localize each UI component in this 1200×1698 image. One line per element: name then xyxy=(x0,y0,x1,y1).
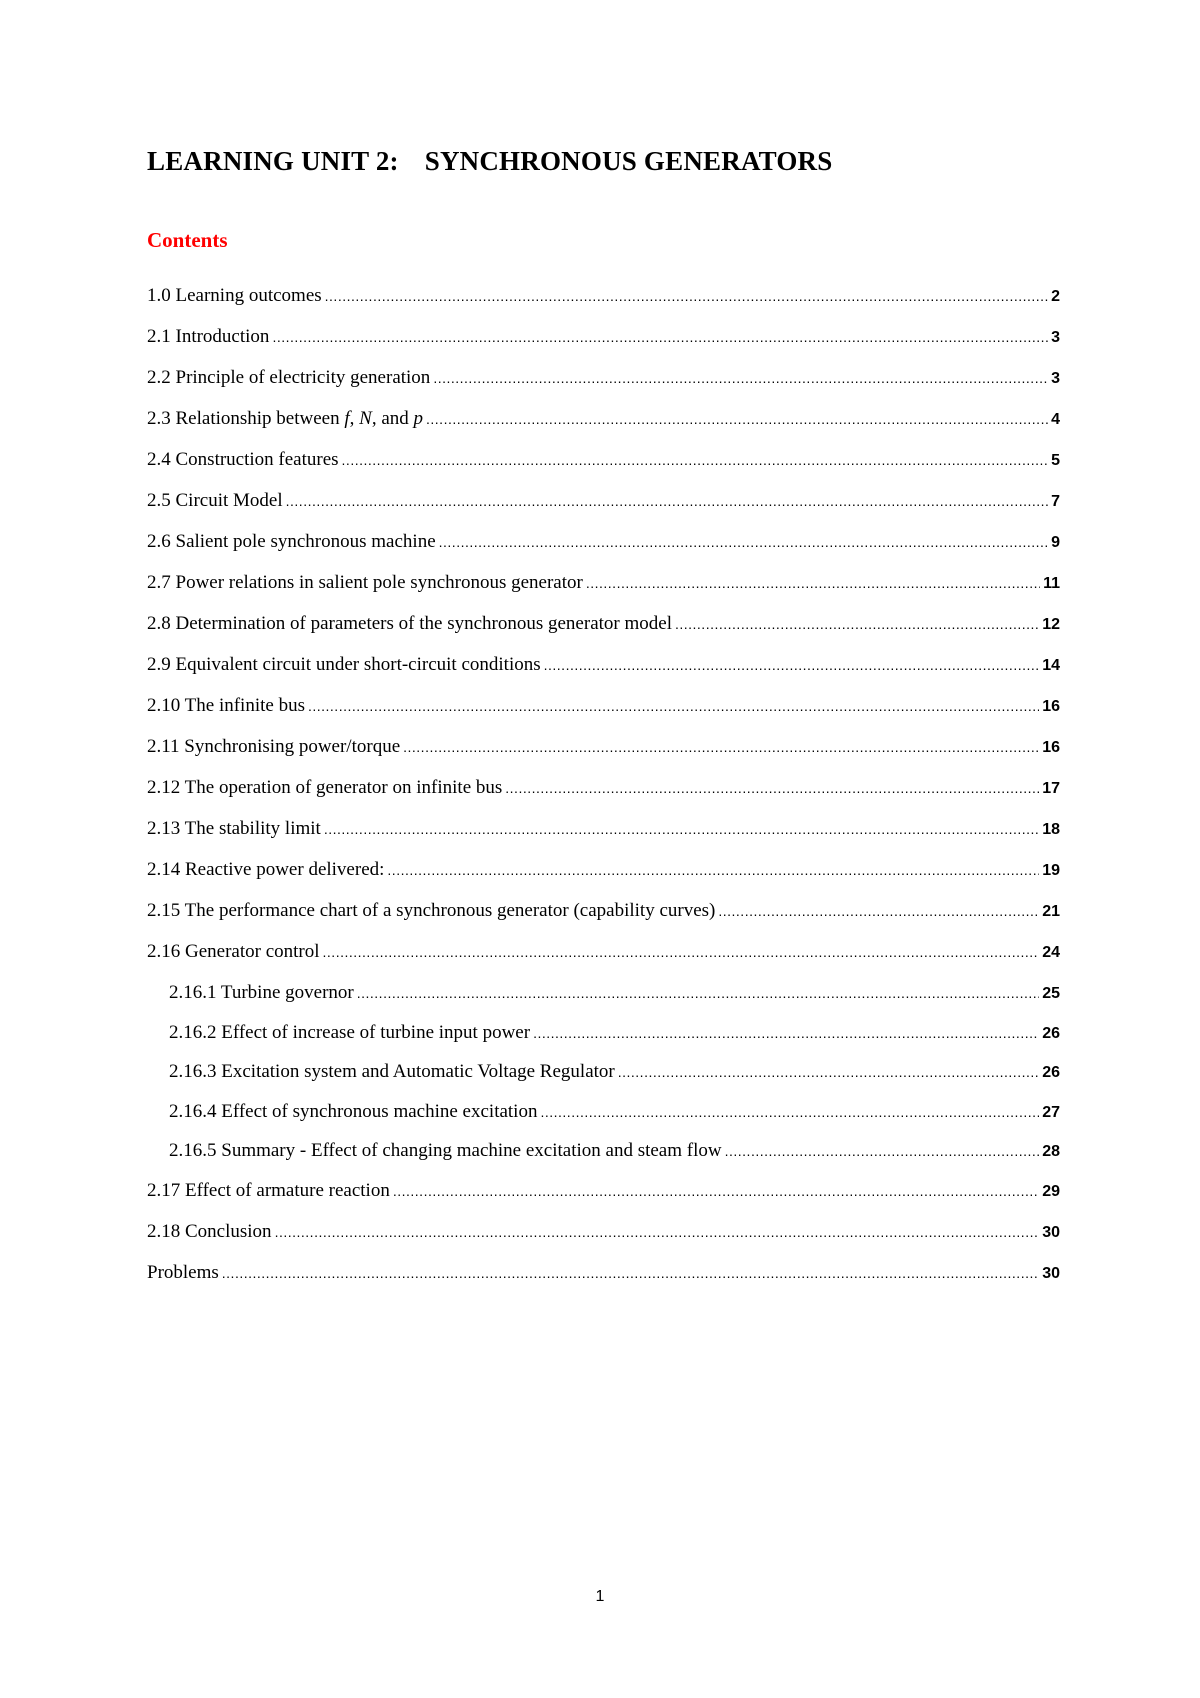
toc-entry-page[interactable]: 25 xyxy=(1042,985,1060,1002)
toc-entry-page[interactable]: 28 xyxy=(1042,1143,1060,1160)
toc-entry-title[interactable]: 2.16.5 Summary - Effect of changing machine excitation and steam flow xyxy=(169,1140,722,1161)
toc-entry-title[interactable]: 2.4 Construction features xyxy=(147,449,339,470)
toc-entry-title[interactable]: 2.17 Effect of armature reaction xyxy=(147,1179,390,1201)
toc-entry-title[interactable]: 2.5 Circuit Model xyxy=(147,490,283,511)
toc-entry-title[interactable]: 2.9 Equivalent circuit under short-circuit conditions xyxy=(147,654,541,675)
variable-n: N xyxy=(359,408,372,429)
toc-entry-page[interactable]: 3 xyxy=(1051,370,1060,387)
toc-entry-2-9[interactable] xyxy=(147,653,1060,694)
toc-entry-title[interactable] xyxy=(147,407,423,431)
toc-entry-2-16-2[interactable] xyxy=(147,1021,1060,1061)
toc-entry-title[interactable]: 2.18 Conclusion xyxy=(147,1220,272,1242)
toc-entry-page[interactable]: 12 xyxy=(1042,616,1060,633)
toc-entry-title[interactable]: 2.1 Introduction xyxy=(147,326,270,347)
toc-entry-2-2[interactable] xyxy=(147,366,1060,407)
toc-entry-title[interactable]: 2.16.1 Turbine governor xyxy=(169,982,354,1003)
toc-entry-2-16-1[interactable] xyxy=(147,981,1060,1021)
toc-leader-dots xyxy=(286,489,1048,513)
toc-leader-dots xyxy=(272,325,1048,349)
toc-entry-title[interactable]: 2.15 The performance chart of a synchronous generator (capability curves) xyxy=(147,900,716,921)
toc-entry-2-16-4[interactable] xyxy=(147,1100,1060,1140)
toc-entry-2-16-3[interactable] xyxy=(147,1060,1060,1100)
toc-entry-2-3[interactable] xyxy=(147,407,1060,448)
toc-entry-2-4[interactable] xyxy=(147,448,1060,489)
toc-entry-2-18[interactable] xyxy=(147,1220,1060,1261)
toc-entry-2-16[interactable] xyxy=(147,940,1060,981)
toc-entry-2-15[interactable] xyxy=(147,899,1060,940)
toc-entry-page[interactable]: 14 xyxy=(1042,657,1060,674)
toc-leader-dots xyxy=(387,858,1039,882)
toc-entry-page[interactable]: 29 xyxy=(1042,1182,1060,1200)
toc-entry-title[interactable]: 2.16.3 Excitation system and Automatic Voltage Regulator xyxy=(169,1061,615,1082)
toc-leader-dots xyxy=(325,284,1048,308)
toc-entry-title[interactable]: 2.16.2 Effect of increase of turbine input power xyxy=(169,1021,531,1043)
toc-entry-page[interactable]: 24 xyxy=(1042,944,1060,961)
toc-entry-2-8[interactable] xyxy=(147,612,1060,653)
toc-entry-title[interactable]: 2.12 The operation of generator on infinite bus xyxy=(147,777,503,798)
toc-entry-title[interactable]: 2.2 Principle of electricity generation xyxy=(147,367,431,388)
table-of-contents xyxy=(147,284,1060,1302)
toc-entry-page[interactable]: 26 xyxy=(1042,1024,1060,1042)
toc-entry-problems[interactable] xyxy=(147,1261,1060,1302)
toc-leader-dots xyxy=(439,530,1048,554)
toc-leader-dots xyxy=(533,1021,1039,1045)
toc-entry-page[interactable]: 18 xyxy=(1042,821,1060,838)
toc-leader-dots xyxy=(357,981,1039,1005)
toc-leader-dots xyxy=(222,1261,1039,1285)
toc-entry-title[interactable]: 2.16.4 Effect of synchronous machine excitation xyxy=(169,1100,538,1122)
toc-leader-dots xyxy=(308,694,1039,718)
toc-entry-page[interactable]: 3 xyxy=(1051,329,1060,346)
toc-leader-dots xyxy=(426,407,1048,431)
toc-entry-page[interactable]: 26 xyxy=(1042,1064,1060,1081)
toc-leader-dots xyxy=(718,899,1039,923)
toc-entry-title[interactable]: 2.6 Salient pole synchronous machine xyxy=(147,531,436,552)
toc-entry-title[interactable]: 2.13 The stability limit xyxy=(147,818,321,839)
toc-title-prefix: 2.3 Relationship between xyxy=(147,408,345,429)
unit-title xyxy=(147,146,832,177)
toc-entry-page[interactable]: 27 xyxy=(1042,1103,1060,1121)
variable-p: p xyxy=(413,408,424,429)
toc-entry-2-13[interactable] xyxy=(147,817,1060,858)
toc-entry-title[interactable]: 2.16 Generator control xyxy=(147,941,320,962)
toc-entry-2-1[interactable] xyxy=(147,325,1060,366)
toc-entry-2-12[interactable] xyxy=(147,776,1060,817)
toc-entry-title[interactable]: 2.14 Reactive power delivered: xyxy=(147,859,385,880)
toc-leader-dots xyxy=(725,1139,1040,1163)
toc-entry-title[interactable]: 1.0 Learning outcomes xyxy=(147,285,322,306)
toc-title-separator: , xyxy=(349,408,360,429)
toc-leader-dots xyxy=(323,940,1040,964)
toc-leader-dots xyxy=(675,612,1039,636)
toc-entry-page[interactable]: 21 xyxy=(1042,903,1060,920)
toc-leader-dots xyxy=(618,1060,1039,1084)
toc-leader-dots xyxy=(505,776,1039,800)
toc-entry-page[interactable]: 17 xyxy=(1042,780,1060,797)
toc-leader-dots xyxy=(393,1179,1039,1203)
toc-entry-title[interactable]: 2.10 The infinite bus xyxy=(147,695,305,716)
toc-entry-page[interactable]: 4 xyxy=(1051,411,1060,428)
toc-entry-page[interactable]: 11 xyxy=(1043,575,1060,592)
toc-entry-2-14[interactable] xyxy=(147,858,1060,899)
toc-entry-2-17[interactable] xyxy=(147,1179,1060,1220)
toc-entry-page[interactable]: 5 xyxy=(1051,452,1060,469)
page-number: 1 xyxy=(595,1588,605,1605)
unit-label: LEARNING UNIT 2: xyxy=(147,146,399,176)
toc-entry-page[interactable]: 19 xyxy=(1042,862,1060,879)
toc-leader-dots xyxy=(324,817,1039,841)
toc-entry-2-7[interactable] xyxy=(147,571,1060,612)
toc-leader-dots xyxy=(342,448,1049,472)
toc-entry-page[interactable]: 9 xyxy=(1051,534,1060,551)
toc-entry-2-10[interactable] xyxy=(147,694,1060,735)
variable-f: f xyxy=(344,408,350,429)
toc-entry-1-0[interactable] xyxy=(147,284,1060,325)
toc-entry-page[interactable]: 7 xyxy=(1051,493,1060,510)
toc-entry-title[interactable]: 2.11 Synchronising power/torque xyxy=(147,736,401,757)
toc-leader-dots xyxy=(586,571,1040,595)
toc-entry-title[interactable]: 2.8 Determination of parameters of the synchronous generator model xyxy=(147,613,672,634)
toc-leader-dots xyxy=(275,1220,1040,1244)
unit-name: SYNCHRONOUS GENERATORS xyxy=(424,146,833,176)
toc-leader-dots xyxy=(403,735,1039,759)
toc-entry-page[interactable]: 16 xyxy=(1042,698,1060,715)
contents-heading: Contents xyxy=(147,228,228,252)
toc-entry-title[interactable]: Problems xyxy=(147,1261,219,1283)
toc-entry-2-16-5[interactable] xyxy=(147,1139,1060,1179)
toc-leader-dots xyxy=(540,1100,1039,1124)
toc-entry-page[interactable]: 16 xyxy=(1042,739,1060,756)
toc-leader-dots xyxy=(433,366,1048,390)
toc-entry-2-6[interactable] xyxy=(147,530,1060,571)
toc-entry-page[interactable]: 30 xyxy=(1042,1223,1060,1241)
toc-entry-page[interactable]: 30 xyxy=(1042,1264,1060,1282)
toc-entry-title[interactable]: 2.7 Power relations in salient pole synchronous generator xyxy=(147,572,583,593)
toc-title-separator: , and xyxy=(371,408,414,429)
toc-entry-page[interactable]: 2 xyxy=(1051,288,1060,305)
toc-entry-2-5[interactable] xyxy=(147,489,1060,530)
toc-leader-dots xyxy=(544,653,1040,677)
toc-entry-2-11[interactable] xyxy=(147,735,1060,776)
